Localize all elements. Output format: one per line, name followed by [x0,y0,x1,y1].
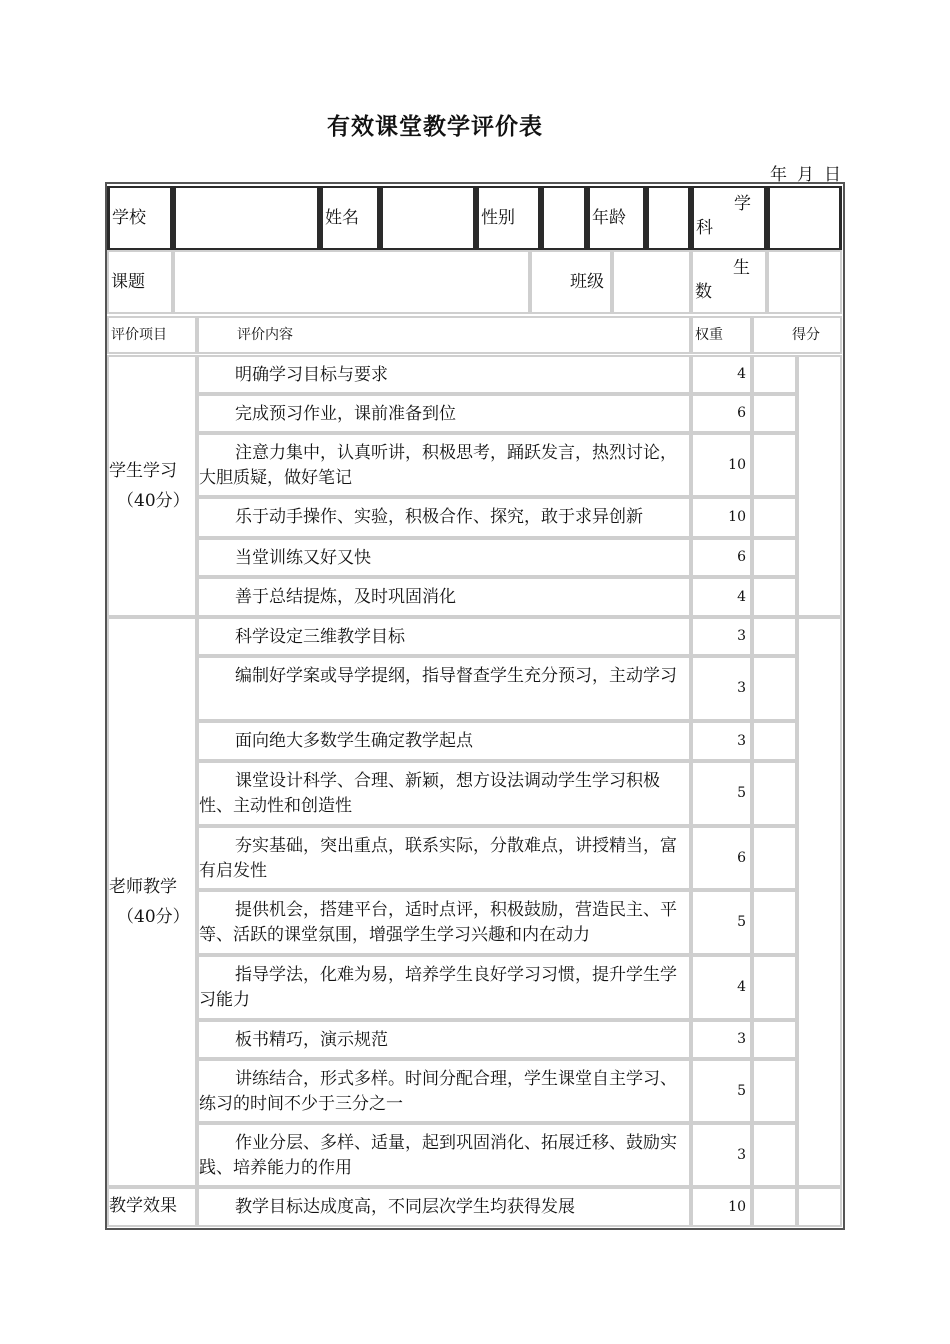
school-label: 学校 [107,186,173,250]
criterion-row: 提供机会，搭建平台，适时点评，积极鼓励，营造民主、平等、活跃的课堂氛围，增强学生学习兴趣和内在动力 [197,890,691,955]
section-score-cell[interactable] [797,1187,842,1227]
date-month: 月 [797,165,816,185]
criterion-score-input[interactable] [752,577,797,617]
criterion-row: 指导学法，化难为易，培养学生良好学习习惯，提升学生学习能力 [197,955,691,1020]
criterion-row: 明确学习目标与要求 [197,355,691,394]
criterion-row: 作业分层、多样、适量，起到巩固消化、拓展迁移、鼓励实践、培养能力的作用 [197,1123,691,1187]
subject-input[interactable] [767,186,842,250]
criterion-score-input[interactable] [752,721,797,761]
criterion-weight: 4 [691,955,752,1020]
criterion-row: 夯实基础，突出重点，联系实际，分散难点，讲授精当，富有启发性 [197,826,691,890]
header-score: 得分 [752,316,842,354]
date-day: 日 [824,165,843,185]
criterion-score-input[interactable] [752,538,797,577]
criterion-weight: 3 [691,617,752,656]
criterion-score-input[interactable] [752,617,797,656]
header-item: 评价项目 [107,316,197,354]
criterion-weight: 6 [691,826,752,890]
section-points: （40分） [117,907,190,927]
criterion-row: 科学设定三维教学目标 [197,617,691,656]
criterion-score-input[interactable] [752,433,797,497]
criterion-row: 注意力集中，认真听讲，积极思考，踊跃发言，热烈讨论，大胆质疑，做好笔记 [197,433,691,497]
class-label: 班级 [530,250,612,314]
criterion-weight: 5 [691,1059,752,1123]
section-student-learning [107,355,197,617]
class-input[interactable] [612,250,691,314]
criterion-weight: 5 [691,890,752,955]
criterion-weight: 10 [691,497,752,538]
criterion-row: 面向绝大多数学生确定教学起点 [197,721,691,761]
criterion-score-input[interactable] [752,1059,797,1123]
header-content: 评价内容 [197,316,691,354]
criterion-weight: 3 [691,656,752,721]
topic-label: 课题 [107,250,173,314]
criterion-score-input[interactable] [752,955,797,1020]
criterion-row: 乐于动手操作、实验，积极合作、探究，敢于求异创新 [197,497,691,538]
criterion-row: 完成预习作业，课前准备到位 [197,394,691,433]
header-weight: 权重 [691,316,752,354]
criterion-score-input[interactable] [752,1020,797,1059]
criterion-weight: 5 [691,761,752,826]
topic-input[interactable] [173,250,530,314]
criterion-row: 课堂设计科学、合理、新颖，想方设法调动学生学习积极性、主动性和创造性 [197,761,691,826]
subject-label-bottom: 科 [696,218,713,238]
subject-label [691,186,767,250]
section-teaching-effect [107,1187,197,1227]
criterion-score-input[interactable] [752,761,797,826]
criterion-score-input[interactable] [752,656,797,721]
criterion-score-input[interactable] [752,394,797,433]
criterion-weight: 3 [691,721,752,761]
criterion-score-input[interactable] [752,497,797,538]
criterion-score-input[interactable] [752,1123,797,1187]
criterion-row: 编制好学案或导学提纲，指导督查学生充分预习，主动学习 [197,656,691,721]
gender-input[interactable] [541,186,587,250]
criterion-weight: 4 [691,577,752,617]
section-name: 老师教学 [109,877,177,897]
criterion-weight: 6 [691,538,752,577]
criterion-score-input[interactable] [752,826,797,890]
criterion-score-input[interactable] [752,355,797,394]
student-count-label-top: 生 [733,258,750,278]
criterion-row: 教学目标达成度高，不同层次学生均获得发展 [197,1187,691,1227]
criterion-score-input[interactable] [752,890,797,955]
criterion-row: 善于总结提炼，及时巩固消化 [197,577,691,617]
criterion-weight: 10 [691,433,752,497]
section-score-cell[interactable] [797,355,842,617]
section-name: 学生学习 [109,461,177,481]
criterion-score-input[interactable] [752,1187,797,1227]
page-title: 有效课堂教学评价表 [327,113,543,140]
criterion-weight: 3 [691,1123,752,1187]
criterion-weight: 6 [691,394,752,433]
criterion-row: 板书精巧，演示规范 [197,1020,691,1059]
criterion-weight: 10 [691,1187,752,1227]
school-input[interactable] [173,186,320,250]
date-year: 年 [770,165,789,185]
student-count-label [691,250,767,314]
age-label: 年龄 [587,186,646,250]
section-points: （40分） [117,491,190,511]
age-input[interactable] [646,186,691,250]
criterion-row: 当堂训练又好又快 [197,538,691,577]
student-count-label-bottom: 数 [695,282,712,302]
student-count-input[interactable] [767,250,842,314]
section-score-cell[interactable] [797,617,842,1187]
subject-label-top: 学 [734,194,751,214]
name-input[interactable] [380,186,476,250]
gender-label: 性别 [476,186,541,250]
criterion-weight: 3 [691,1020,752,1059]
name-label: 姓名 [320,186,380,250]
criterion-weight: 4 [691,355,752,394]
criterion-row: 讲练结合，形式多样。时间分配合理，学生课堂自主学习、练习的时间不少于三分之一 [197,1059,691,1123]
section-teacher-teaching [107,617,197,1187]
section-name: 教学效果 [109,1196,177,1216]
